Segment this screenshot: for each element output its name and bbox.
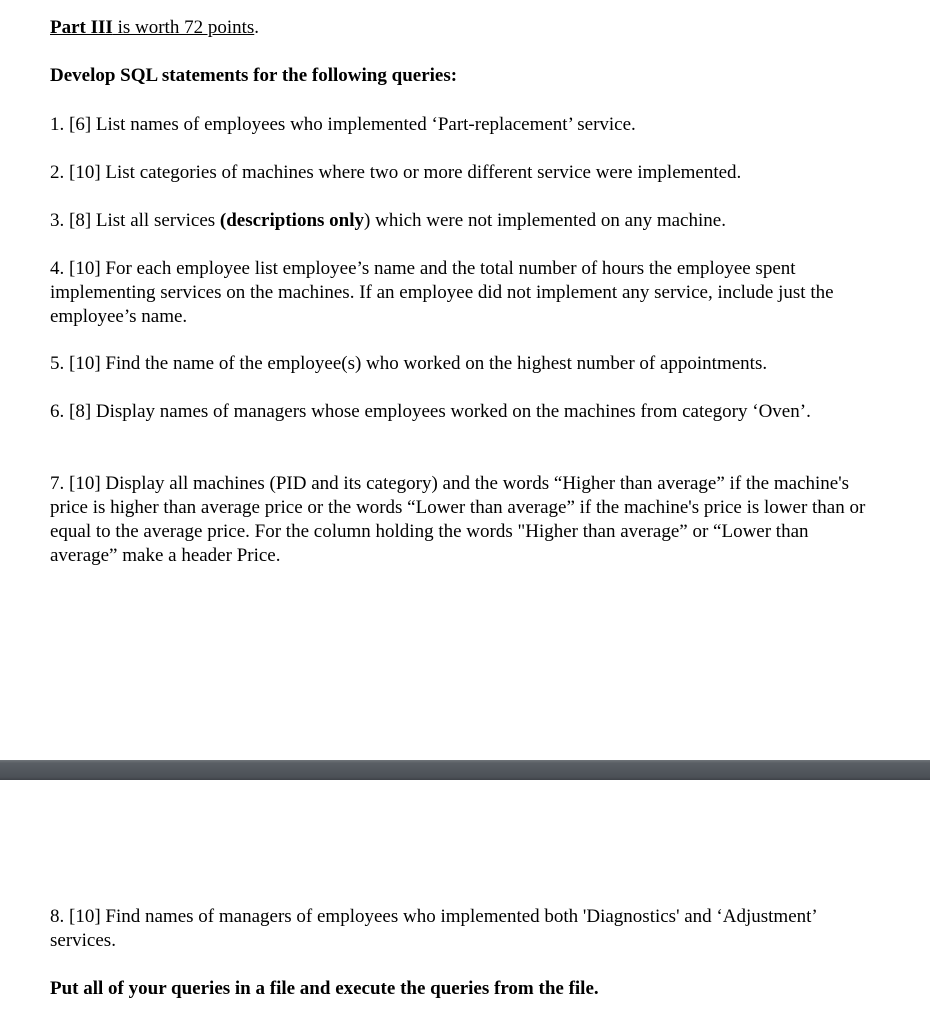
heading-period: . (254, 17, 260, 38)
question-3-tail: ) which were not implemented on any machine. (364, 210, 726, 231)
part-label: Part III (50, 17, 113, 38)
closing-instruction: Put all of your queries in a file and execute the queries from the file. (50, 978, 599, 999)
question-6: 6. [8] Display names of managers whose employees worked on the machines from category ‘Oven’. (50, 401, 811, 422)
question-3-lead: 3. [8] List all services (50, 210, 220, 231)
question-5: 5. [10] Find the name of the employee(s) who worked on the highest number of appointments. (50, 353, 768, 374)
part-heading (50, 16, 870, 40)
question-8: 8. [10] Find names of managers of employees who implemented both 'Diagnostics' and ‘Adjustment’ services. (50, 906, 817, 951)
question-1: 1. [6] List names of employees who implemented ‘Part-replacement’ service. (50, 114, 636, 135)
question-2: 2. [10] List categories of machines where two or more different service were implemented. (50, 162, 742, 183)
question-7: 7. [10] Display all machines (PID and its category) and the words “Higher than average” if the machine's price is higher than average price or the words “Lower than average” if the machine's price is lower than or equal to the average price. For the column holding the words "Higher than average” or “Lower than average” make a header Price. (50, 473, 866, 566)
instructions-heading: Develop SQL statements for the following queries: (50, 65, 458, 86)
question-4: 4. [10] For each employee list employee’s name and the total number of hours the employee spent implementing services on the machines. If an employee did not implement any service, include just the employee’s name. (50, 258, 834, 327)
question-3-emphasis: (descriptions only (219, 210, 365, 231)
part-points: is worth 72 points (112, 17, 255, 38)
question-3 (50, 209, 870, 233)
page-separator (0, 760, 930, 780)
